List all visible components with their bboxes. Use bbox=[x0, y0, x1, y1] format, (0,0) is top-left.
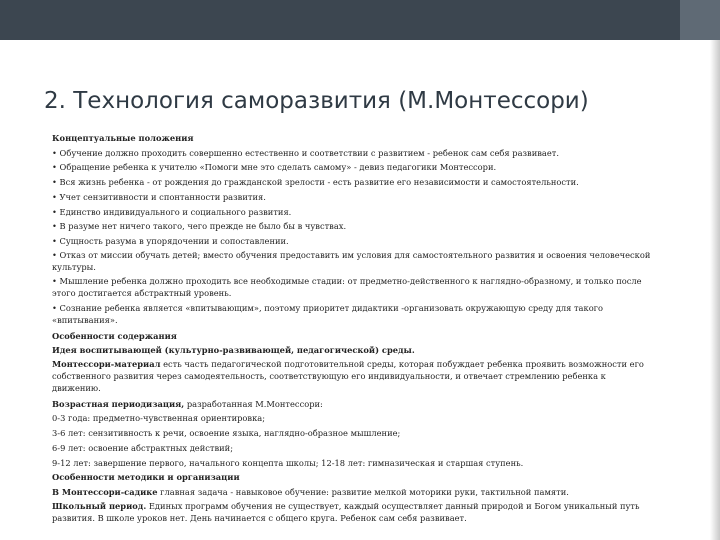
content-line-text: разработанная М.Монтессори: bbox=[184, 398, 323, 409]
content-line-text: есть часть педагогической подготовительной среды, которая побуждает ребенка проявить возможности его собственного развития через самодеятельность, соответствующую его индивидуальности, и отвечает стремлению ребенка к движению. bbox=[52, 359, 644, 394]
content-line: 9-12 лет: завершение первого, начального концепта школы; 12-18 лет: гимназическая и старшая ступень. bbox=[52, 457, 524, 468]
content-line-bold: Монтессори-материал bbox=[52, 359, 161, 370]
content-line: • Сущность разума в упорядочении и сопоставлении. bbox=[52, 235, 289, 246]
content-line: • Вся жизнь ребенка - от рождения до гражданской зрелости - есть развитие его независимости и самостоятельности. bbox=[52, 177, 579, 188]
content-line: Идея воспитывающей (культурно-развивающей, педагогической) среды. bbox=[52, 345, 415, 356]
slide-top-bar bbox=[0, 0, 720, 40]
content-line: • Отказ от миссии обучать детей; вместо обучения предоставить им условия для самостоятельного развития и освоения человеческой культуры. bbox=[52, 249, 651, 272]
content-line: • Сознание ребенка является «впитывающим», поэтому приоритет дидактики -организовать окружающую среду для такого «впитывания». bbox=[52, 303, 604, 325]
content-line: Особенности содержания bbox=[52, 330, 177, 341]
slide-top-bar-accent bbox=[680, 0, 720, 40]
content-line-text: главная задача - навыковое обучение: развитие мелкой моторики руки, тактильной памяти. bbox=[157, 487, 569, 497]
content-line-bold: Школьный период. bbox=[52, 500, 147, 511]
content-line: • Обучение должно проходить совершенно естественно и соответствии с развитием - ребенок сам себя развивает. bbox=[52, 147, 560, 158]
slide-shadow bbox=[710, 40, 720, 540]
content-line: • Обращение ребенка к учителю «Помоги мне это сделать самому» - девиз педагогики Монтессори. bbox=[52, 162, 497, 173]
content-line: 6-9 лет: освоение абстрактных действий; bbox=[52, 442, 234, 453]
content-line: 3-6 лет: сензитивность к речи, освоение языка, наглядно-образное мышление; bbox=[52, 428, 401, 439]
slide-content bbox=[52, 131, 652, 526]
content-line-bold: В Монтессори-садике bbox=[52, 487, 158, 497]
content-line: • Учет сензитивности и спонтанности развития. bbox=[52, 191, 266, 202]
content-line: • Мышление ребенка должно проходить все необходимые стадии: от предметно-действенного к наглядно-образному, и только после этого достигается абстрактный уровень. bbox=[52, 276, 642, 299]
content-line-text: Единых программ обучения не существует, каждый осуществляет данный природой и Богом уникальный путь развития. В школе уроков нет. День начинается с общего круга. Ребенок сам себя развивает. bbox=[52, 500, 640, 523]
content-line-bold: Возрастная периодизация, bbox=[52, 398, 185, 409]
content-line: Особенности методики и организации bbox=[52, 472, 240, 483]
content-line bbox=[52, 358, 652, 394]
content-line bbox=[52, 500, 652, 524]
content-line: • Единство индивидуального и социального развития. bbox=[52, 206, 292, 217]
content-line: • В разуме нет ничего такого, чего прежде не было бы в чувствах. bbox=[52, 221, 347, 232]
slide-title: 2. Технология саморазвития (М.Монтессори) bbox=[44, 88, 589, 114]
content-line bbox=[52, 397, 652, 412]
content-line: 0-3 года: предметно-чувственная ориентировка; bbox=[52, 413, 266, 424]
content-line: Концептуальные положения bbox=[52, 133, 194, 143]
content-line bbox=[52, 485, 652, 500]
